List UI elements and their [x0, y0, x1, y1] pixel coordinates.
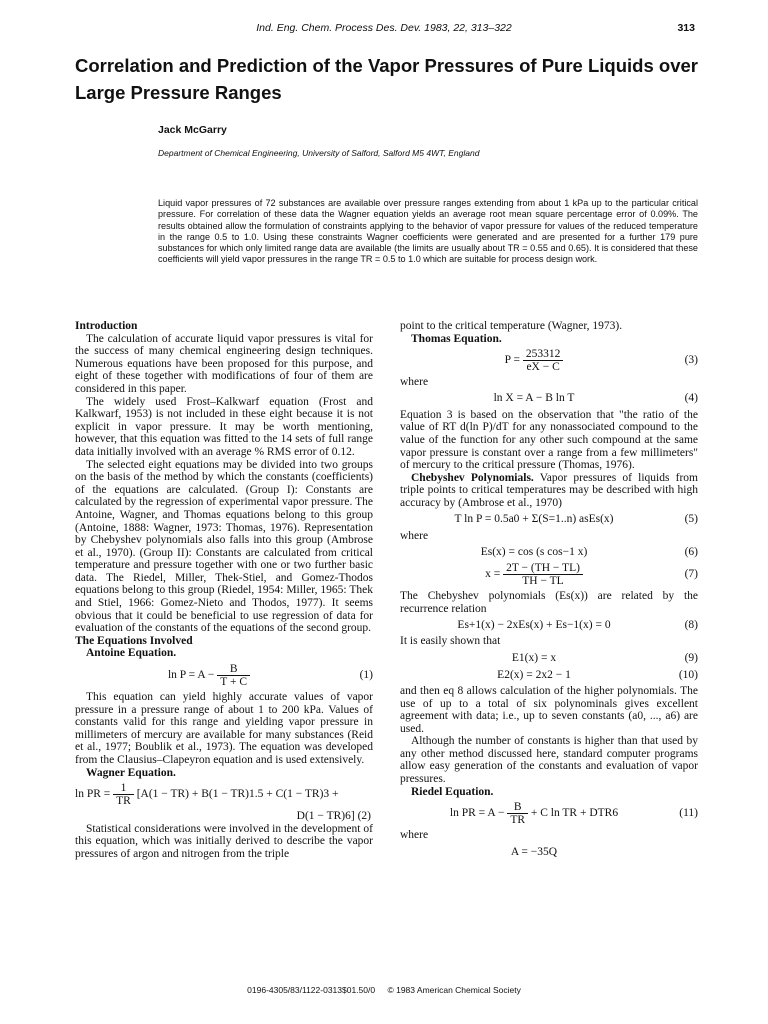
fraction: [523, 348, 564, 373]
article-title: Correlation and Prediction of the Vapor Pressures of Pure Liquids over Large Pressure Ranges: [75, 55, 698, 103]
section-heading-introduction: Introduction: [75, 320, 138, 332]
subsection-heading-chebyshev: Chebyshev Polynomials.: [411, 471, 534, 484]
denominator: eX − C: [526, 361, 560, 374]
equation-rhs: [A(1 − TR) + B(1 − TR)1.5 + C(1 − TR)3 +: [136, 788, 339, 801]
equation-number: (2): [357, 810, 371, 823]
denominator: TR: [510, 814, 526, 827]
subsection-heading-riedel: Riedel Equation.: [411, 785, 494, 798]
publication-code: 0196-4305/83/1122-0313$01.50/0: [247, 985, 376, 995]
equation-rhs-continued: D(1 − TR)6]: [296, 810, 355, 823]
paragraph-chebyshev: [400, 472, 698, 510]
where-text: where: [400, 529, 429, 542]
equation-body: Es(x) = cos (s cos−1 x): [480, 545, 588, 558]
denominator: TR: [116, 795, 131, 808]
section-heading-equations: The Equations Involved: [75, 634, 193, 647]
equation-rhs: + C ln TR + DTR6: [530, 807, 619, 820]
running-head: Ind. Eng. Chem. Process Des. Dev. 1983, 22, 313–322: [256, 22, 512, 34]
page-footer: [0, 985, 768, 995]
equation-4: [400, 392, 698, 406]
subsection-heading-thomas: Thomas Equation.: [411, 332, 502, 345]
equation-number: (7): [684, 568, 698, 581]
fraction: [507, 801, 528, 826]
subsection-heading-wagner: Wagner Equation.: [86, 766, 176, 779]
author-name: Jack McGarry: [158, 124, 227, 136]
where-text: where: [400, 829, 429, 842]
where-text: where: [400, 376, 429, 389]
equation-lhs: x =: [485, 568, 501, 581]
equation-number: (11): [679, 807, 698, 820]
right-column: [400, 320, 698, 862]
numerator: B: [507, 801, 528, 814]
equation-2: [75, 782, 373, 807]
equation-7: [400, 562, 698, 587]
equation-10: [400, 668, 698, 682]
paragraph: and then eq 8 allows calculation of the higher polynomials. The use of up to a total of six polynominals gives excellent agreement with data; i.e., up to seven constants (a0, ..., a6) are used.: [400, 684, 698, 735]
equation-11: [400, 801, 698, 826]
equation-body: Es+1(x) − 2xEs(x) + Es−1(x) = 0: [457, 619, 611, 632]
equation-body: E1(x) = x: [511, 651, 557, 664]
equation-lhs: ln P = A −: [167, 669, 215, 682]
paragraph: Equation 3 is based on the observation that "the ratio of the value of RT d(ln P)/dT for any nonassociated compound to the value of the function for any other such compound at the same vapor pressure is constant over a range from a few millimeters" of mercury to the critical pressure (Thomas, 1976).: [400, 408, 698, 472]
fraction: [503, 562, 583, 587]
equation-body: ln X = A − B ln T: [493, 392, 575, 405]
equation-body: T ln P = 0.5a0 + Σ(S=1..n) asEs(x): [454, 513, 614, 526]
equation-number: (6): [684, 545, 698, 558]
denominator: TH − TL: [522, 575, 564, 588]
equation-6: [400, 545, 698, 559]
equation-body: E2(x) = 2x2 − 1: [497, 668, 571, 681]
paragraph: Statistical considerations were involved in the development of this equation, which was initially derived to describe the vapor pressures of argon and nitrogen from the triple: [75, 822, 373, 860]
denominator: T + C: [220, 676, 248, 689]
equation-5: [400, 513, 698, 527]
equation-number: (8): [684, 619, 698, 632]
equation-number: (3): [684, 354, 698, 367]
abstract: Liquid vapor pressures of 72 substances are available over pressure ranges extending from about 1 kPa up to the particular critical pressure. For correlation of these data the Wagner equation yields an average root mean square percentage error of 0.09%. The results obtained allow the formulation of constraints applying to the behavior of vapor pressure for values of the reduced temperature in the range 0.5 to 1.0. Using these constraints Wagner coefficients were generated and are presented for a further 179 pure substances for which only limited range data are available (the limits are usually about TR = 0.55 and 0.65). It is considered that these coefficients will yield vapor pressures in the range TR = 0.5 to 1.0 which are suitable for process design work.: [158, 198, 698, 265]
paragraph: Although the number of constants is higher than that used by any other method discussed here, standard computer programs allow easy generation of the constants and evaluation of vapor pressures.: [400, 735, 698, 786]
fraction: [217, 663, 250, 688]
paragraph: It is easily shown that: [400, 635, 501, 648]
equation-lhs: ln PR = A −: [449, 807, 505, 820]
numerator: B: [217, 663, 250, 676]
equation-8: [400, 618, 698, 632]
equation-number: (10): [678, 668, 698, 681]
equation-lhs: ln PR =: [75, 788, 111, 801]
equation-number: (5): [684, 513, 698, 526]
numerator: 253312: [523, 348, 564, 361]
equation-12: [400, 845, 698, 859]
copyright-notice: © 1983 American Chemical Society: [387, 985, 521, 995]
left-column: [75, 320, 373, 861]
fraction: [113, 782, 134, 807]
equation-number: (9): [684, 651, 698, 664]
paragraph: This equation can yield highly accurate values of vapor pressure in a pressure range of about 1 to 200 kPa. Values of constants valid for this range and yielding vapor pressure in millimeters of mercury are available for many substances (Reid et al., 1977; Boublik et al., 1973). The equation was developed from the Clausius–Clapeyron equation and is used extensively.: [75, 691, 373, 766]
equation-lhs: P =: [504, 354, 520, 367]
equation-9: [400, 651, 698, 665]
paragraph: The Chebyshev polynomials (Es(x)) are related by the recurrence relation: [400, 590, 698, 615]
equation-3: [400, 348, 698, 373]
paragraph: point to the critical temperature (Wagner, 1973).: [400, 320, 623, 332]
page-number: 313: [677, 22, 695, 34]
subsection-heading-antoine: Antoine Equation.: [86, 647, 177, 660]
paragraph-text: Vapor pressures of liquids from triple points to critical temperatures may be described with high accuracy by (Ambrose et al., 1970): [400, 471, 698, 509]
equation-number: (1): [359, 669, 373, 682]
numerator: 1: [113, 782, 134, 795]
paragraph: The selected eight equations may be divided into two groups on the basis of the method by which the constants (coefficients) of the equations are calculated. (Group I): Constants are calculated by the regression of experimental vapor pressure. The Antoine, Wagner, and Thomas equations belong to this group (Antoine, 1888: Wagner, 1973: Thomas, 1976). Representation by Chebyshev polynomials also falls into this group (Ambrose et al., 1970). (Group II): Constants are calculated from critical temperature and pressure together with one or two further basic data. The Riedel, Miller, Thek-Stiel, and Gomez-Thodos equations belong to this group (Riedel, 1954: Miller, 1965: Thek and Stiel, 1966: Gomez-Nieto and Thodos, 1977). It seems obvious that it could be beneficial to use regression of data for evaluation of the constants of the equations of the second group.: [75, 458, 373, 635]
numerator: 2T − (TH − TL): [503, 562, 583, 575]
equation-1: [75, 663, 373, 688]
author-affiliation: Department of Chemical Engineering, University of Salford, Salford M5 4WT, England: [158, 148, 480, 158]
equation-number: (4): [684, 392, 698, 405]
equation-body: A = −35Q: [510, 845, 558, 858]
equation-2-continuation: [75, 810, 373, 823]
paragraph: The widely used Frost–Kalkwarf equation (Frost and Kalkwarf, 1953) is not included in these eight because it is not explicit in vapor pressure. It may be worth mentioning, however, that this equation was fitted to the 14 sets of full range data initially involved with an average % RMS error of 0.12.: [75, 395, 373, 458]
paragraph: The calculation of accurate liquid vapor pressures is vital for the success of many chemical engineering design techniques. Numerous equations have been proposed for this purpose, and eight of these together with modifications of four of them are considered in this paper.: [75, 332, 373, 395]
